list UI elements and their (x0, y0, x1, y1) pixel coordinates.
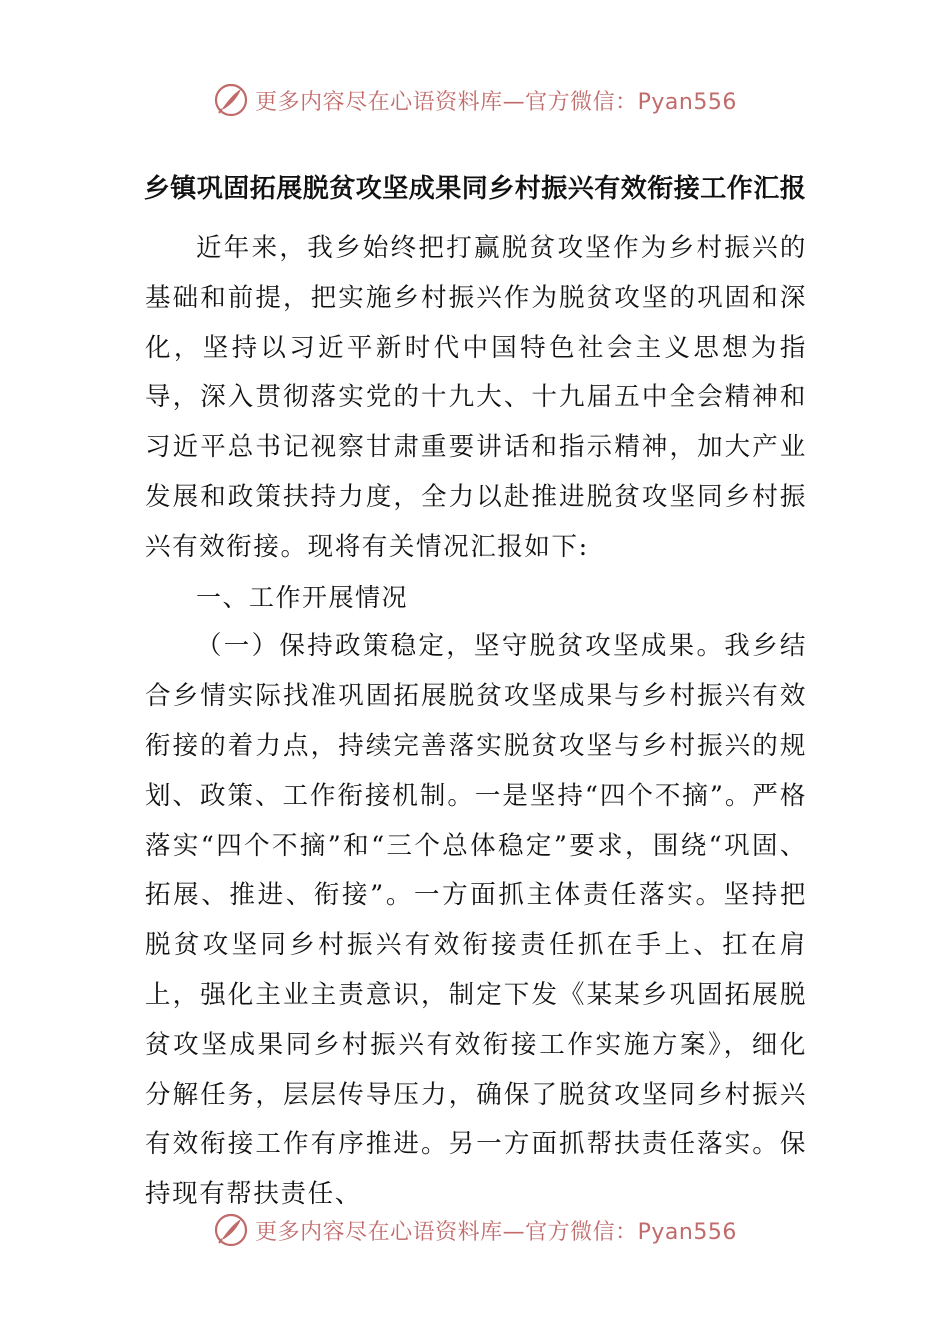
watermark-text: 更多内容尽在心语资料库—官方微信：Pyan556 (255, 1219, 737, 1245)
header-watermark (0, 78, 950, 122)
quill-pen-logo-icon (213, 82, 249, 118)
section-paragraph: （一）保持政策稳定，坚守脱贫攻坚成果。我乡结合乡情实际找准巩固拓展脱贫攻坚成果与乡村振兴有效衔接的着力点，持续完善落实脱贫攻坚与乡村振兴的规划、政策、工作衔接机制。一是坚持“四个不摘”。严格落实“四个不摘”和“三个总体稳定”要求，围绕“巩固、拓展、推进、衔接”。一方面抓主体责任落实。坚持把脱贫攻坚同乡村振兴有效衔接责任抓在手上、扛在肩上，强化主业主责意识，制定下发《某某乡巩固拓展脱贫攻坚成果同乡村振兴有效衔接工作实施方案》，细化分解任务，层层传导压力，确保了脱贫攻坚同乡村振兴有效衔接工作有序推进。另一方面抓帮扶责任落实。保持现有帮扶责任、 (145, 631, 807, 1210)
watermark-text: 更多内容尽在心语资料库—官方微信：Pyan556 (255, 89, 737, 115)
intro-paragraph: 近年来，我乡始终把打赢脱贫攻坚作为乡村振兴的基础和前提，把实施乡村振兴作为脱贫攻坚的巩固和深化，坚持以习近平新时代中国特色社会主义思想为指导，深入贯彻落实党的十九大、十九届五中全会精神和习近平总书记视察甘肃重要讲话和指示精神，加大产业发展和政策扶持力度，全力以赴推进脱贫攻坚同乡村振兴有效衔接。现将有关情况汇报如下: (145, 233, 807, 562)
document-title: 乡镇巩固拓展脱贫攻坚成果同乡村振兴有效衔接工作汇报 (143, 174, 807, 204)
footer-watermark (0, 1208, 950, 1252)
quill-pen-logo-icon (213, 1212, 249, 1248)
document-body (145, 224, 807, 1220)
section-heading: 一、工作开展情况 (196, 582, 409, 612)
